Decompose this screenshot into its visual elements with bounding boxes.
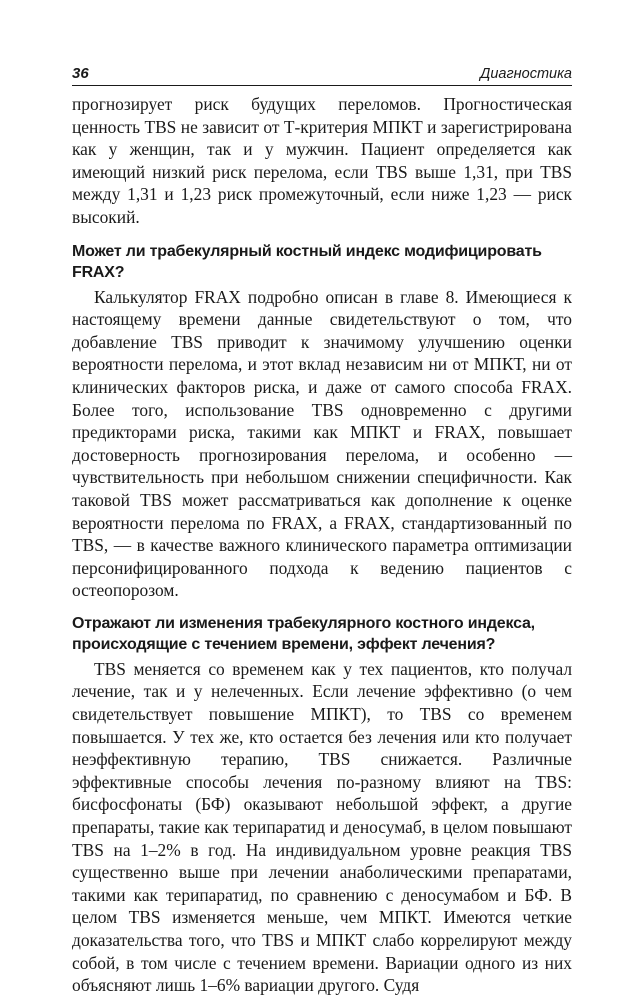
paragraph-continued: прогнозирует риск будущих переломов. Прогностическая ценность TBS не зависит от Т-критерия МПКТ и зарегистрирована как у женщин, так и у мужчин. Пациент определяется как имеющий низкий риск перелома, если TBS выше 1,31, при TBS между 1,31 и 1,23 риск промежуточный, если ниже 1,23 — риск высокий. <box>72 94 572 227</box>
page-number: 36 <box>72 65 89 82</box>
paragraph-frax: Калькулятор FRAX подробно описан в главе 8. Имеющиеся к настоящему времени данные свидетельствуют о том, что добавление TBS приводит к значимому улучшению оценки вероятности перелома, и этот вклад независим ни от МПКТ, ни от клинических факторов риска, и даже от самого способа FRAX. Более того, использование TBS одновременно с другими предикторами риска, такими как МПКТ и FRAX, повышает достоверность прогнозирования перелома, и особенно — чувствительность при небольшом снижении специфичности. Как таковой TBS может рассматриваться как дополнение к оценке вероятности перелома по FRAX, а FRAX, стандартизованный по TBS, — в качестве важного клинического параметра оптимизации персонифицированного подхода к ведению пациентов с остеопорозом. <box>72 286 572 601</box>
section-heading-treatment-effect: Отражают ли изменения трабекулярного костного индекса, происходящие с течением времени, эффект лечения? <box>72 614 535 653</box>
running-header <box>72 60 572 86</box>
section-heading-frax: Может ли трабекулярный костный индекс модифицировать FRAX? <box>72 242 542 281</box>
book-page <box>72 60 572 997</box>
paragraph-treatment-effect: TBS меняется со временем как у тех пациентов, кто получал лечение, так и у нелеченных. Если лечение эффективно (о чем свидетельствует повышение МПКТ), то TBS со временем повышается. У тех же, кто остается без лечения или кто получает неэффективную терапию, TBS снижается. Различные эффективные способы лечения по-разному влияют на TBS: бисфосфонаты (БФ) оказывают небольшой эффект, а другие препараты, такие как терипаратид и деносумаб, в целом повышают TBS на 1–2% в год. На индивидуальном уровне реакция TBS существенно выше при лечении анаболическими препаратами, такими как терипаратид, по сравнению с деносумабом и БФ. В целом TBS изменяется меньше, чем МПКТ. Имеются четкие доказательства того, что TBS и МПКТ слабо коррелируют между собой, в том числе с течением времени. Вариации одного из них объясняют лишь 1–6% вариации другого. Судя <box>72 658 572 996</box>
chapter-title: Диагностика <box>480 66 572 82</box>
